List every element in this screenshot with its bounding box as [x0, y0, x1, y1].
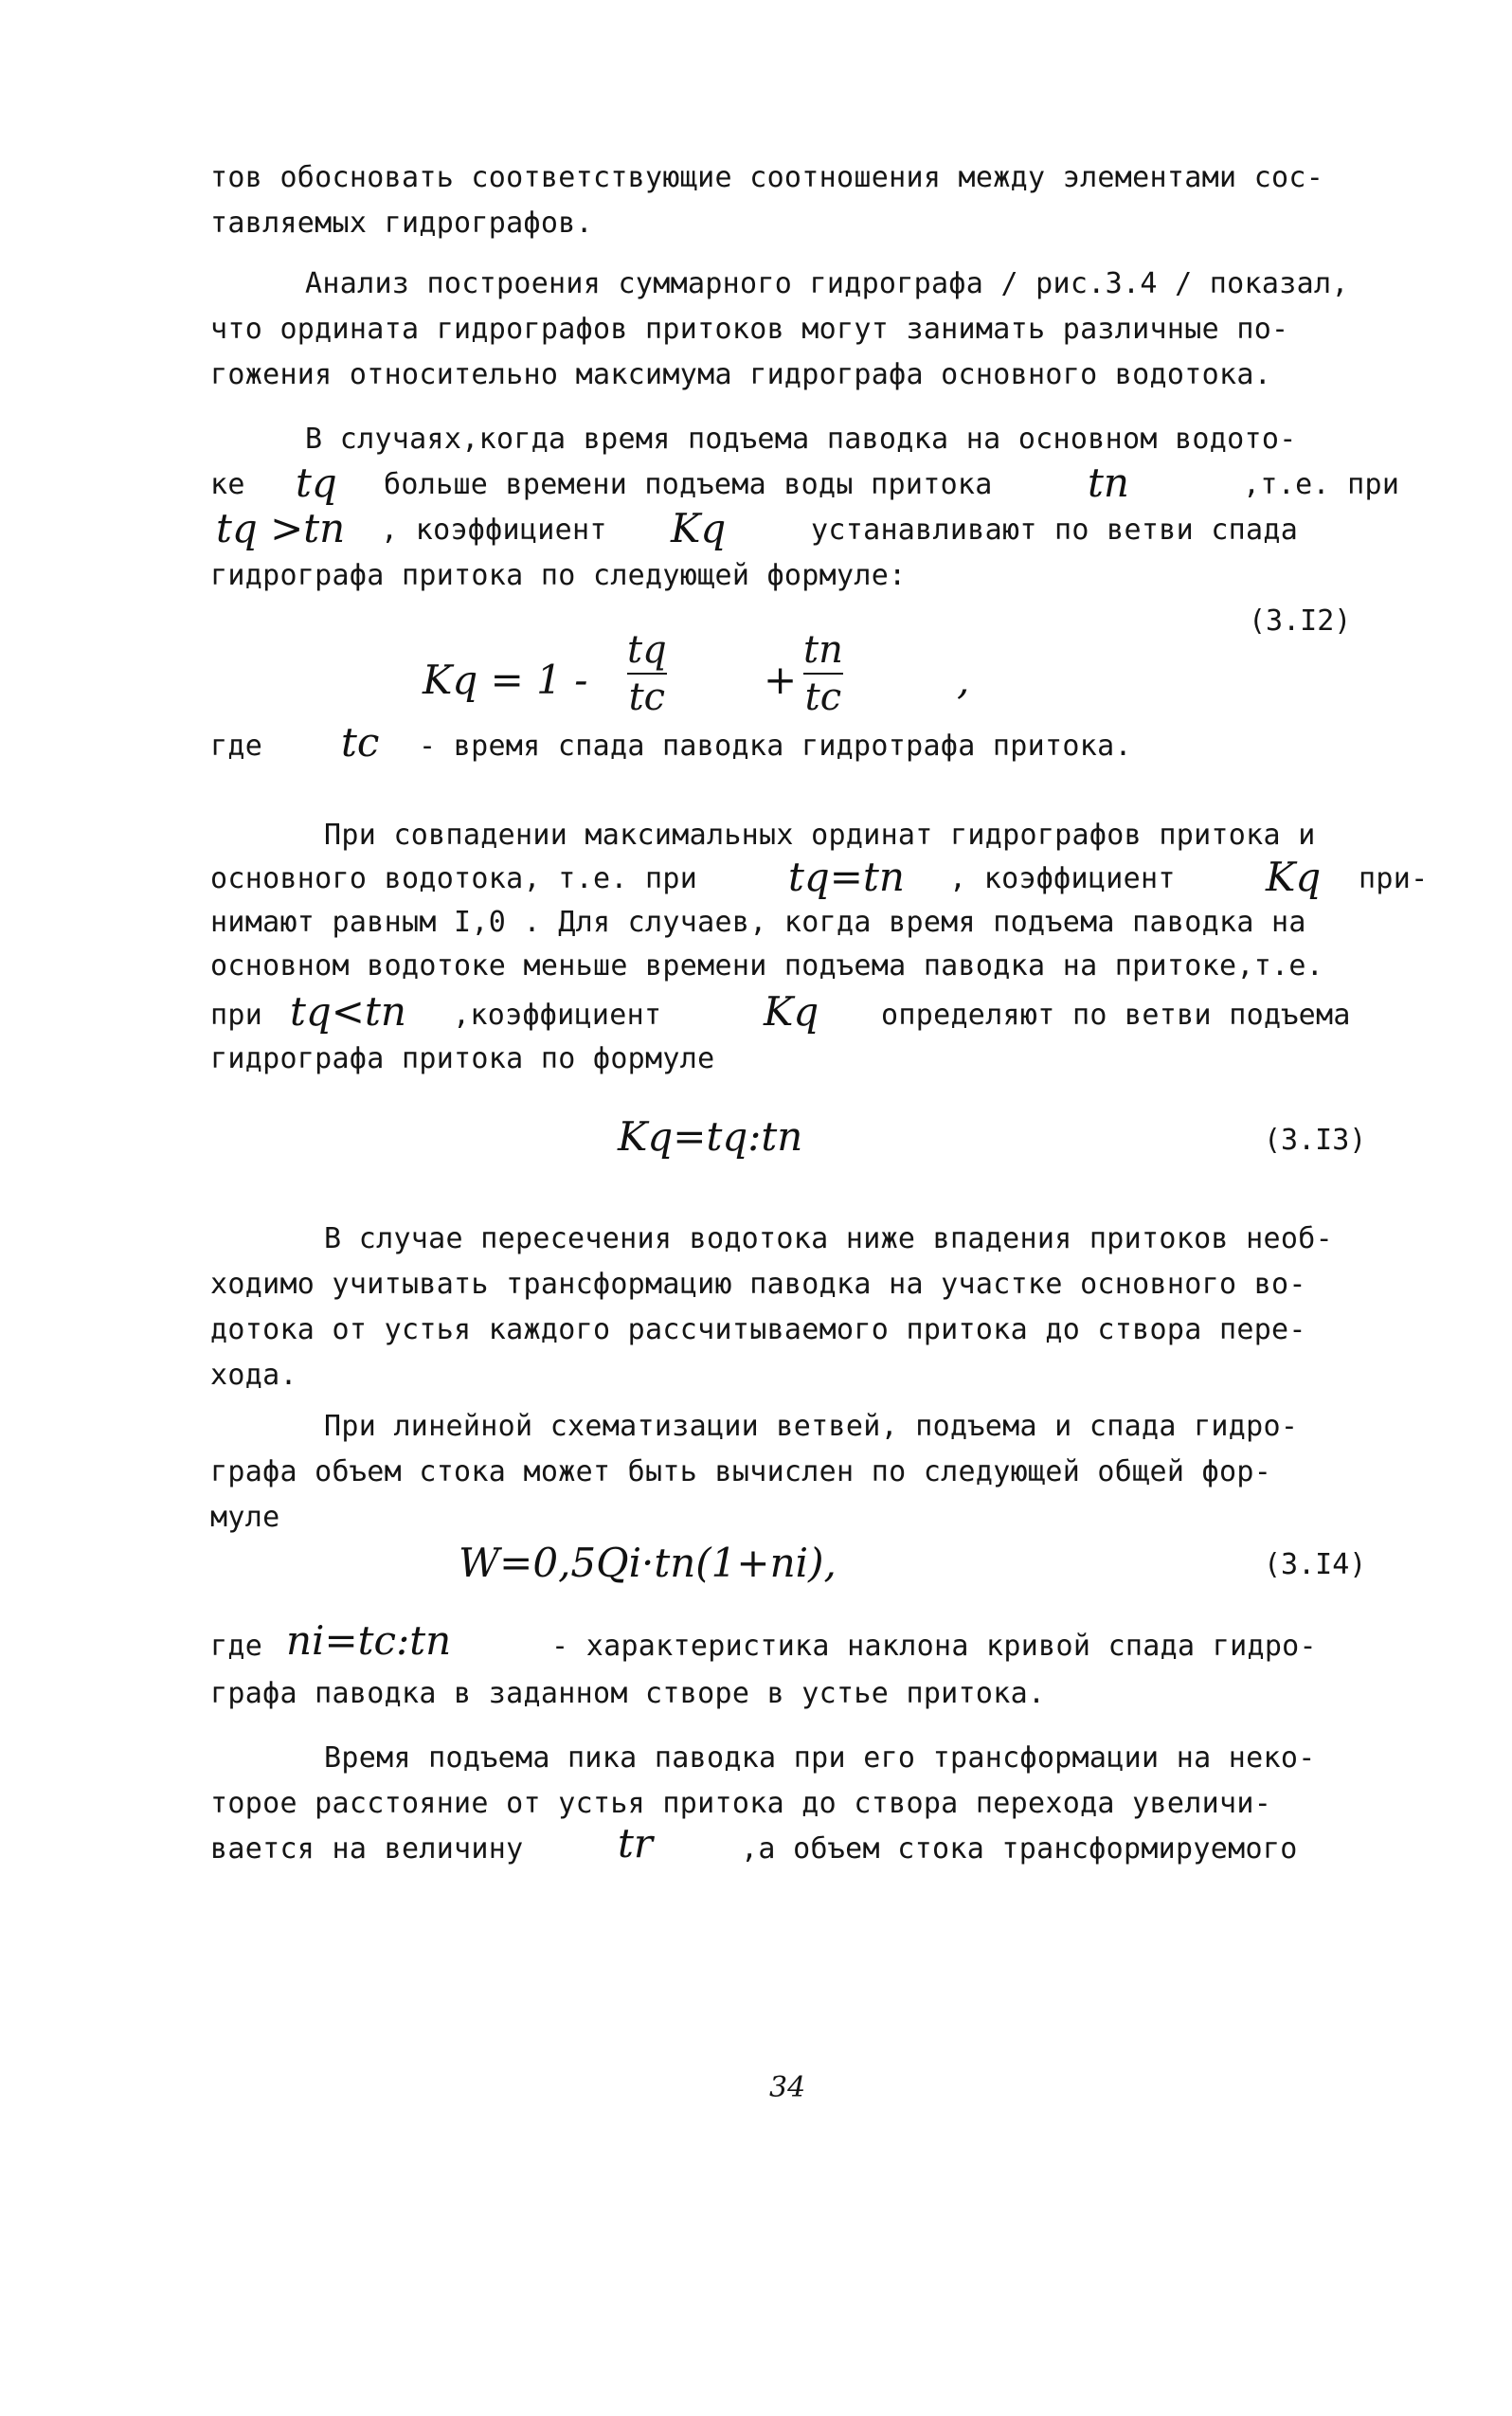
- paragraph-6-line-2: ходимо учитывать трансформацию паводка на участке основного во-: [210, 1268, 1306, 1301]
- fraction-2-bar: [803, 673, 843, 675]
- paragraph-6-line-4: хода.: [210, 1359, 297, 1392]
- paragraph-9-line-3b: ,а объем стока трансформируемого: [741, 1832, 1298, 1866]
- fraction-2-denominator: tc: [804, 676, 842, 719]
- equation-3-13-number: (3.I3): [1264, 1124, 1367, 1157]
- equation-3-12-plus: +: [764, 657, 798, 703]
- paragraph-3-line-3: , коэффициент: [381, 514, 607, 547]
- equation-3-14-formula: W=0,5Qi·tn(1+ni),: [459, 1540, 837, 1586]
- paragraph-5-line-2c: при-: [1359, 862, 1429, 895]
- paragraph-1-line-2: тавляемых гидрографов.: [210, 207, 593, 240]
- symbol-tn: tn: [1088, 460, 1129, 506]
- paragraph-6-line-3: дотока от устья каждого рассчитываемого притока до створа пере-: [210, 1313, 1306, 1346]
- paragraph-5-line-5a: при: [210, 999, 263, 1032]
- paragraph-3-line-2c: ,т.е. при: [1243, 468, 1400, 501]
- paragraph-7-line-1: При линейной схематизации ветвей, подъема и спада гидро-: [324, 1410, 1299, 1443]
- equation-3-14-number: (3.I4): [1264, 1548, 1367, 1581]
- paragraph-5-line-4: основном водотоке меньше времени подъема паводка на притоке,т.е.: [210, 949, 1324, 983]
- fraction-1-numerator: tq: [627, 628, 667, 672]
- equation-3-12-lhs: Kq = 1 -: [423, 657, 588, 703]
- paragraph-5-line-5b: ,коэффициент: [453, 999, 662, 1032]
- symbol-kq-2: Kq: [1266, 854, 1322, 900]
- equation-3-13-formula: Kq=tq:tn: [618, 1113, 803, 1160]
- paragraph-3-line-1: В случаях,когда время подъема паводка на основном водото-: [305, 423, 1297, 456]
- paragraph-1-line-1: тов обосновать соответствующие соотношения между элементами сос-: [210, 161, 1324, 194]
- symbol-tq: tq: [296, 460, 337, 506]
- fraction-2-numerator: tn: [803, 628, 843, 672]
- paragraph-7-line-2: графа объем стока может быть вычислен по следующей общей фор-: [210, 1455, 1272, 1488]
- paragraph-2-line-2: что ордината гидрографов притоков могут занимать различные по-: [210, 313, 1289, 346]
- equation-3-12-fraction-1: [627, 629, 667, 718]
- paragraph-6-line-1: В случае пересечения водотока ниже впадения притоков необ-: [324, 1222, 1333, 1255]
- symbol-tq-lt-tn: tq<tn: [290, 988, 406, 1035]
- paragraph-5-line-3: нимают равным I,0 . Для случаев, когда время подъема паводка на: [210, 906, 1306, 939]
- equation-3-12-comma: ,: [957, 657, 970, 703]
- symbol-tc: tc: [341, 719, 380, 766]
- symbol-kq: Kq: [671, 505, 727, 551]
- paragraph-8-line-1: - характеристика наклона кривой спада гидро-: [551, 1630, 1317, 1663]
- paragraph-3-line-3b: устанавливают по ветви спада: [811, 514, 1299, 547]
- paragraph-5-line-5c: определяют по ветви подъема: [881, 999, 1351, 1032]
- paragraph-5-line-2b: , коэффициент: [949, 862, 1176, 895]
- symbol-kq-3: Kq: [764, 988, 819, 1035]
- paragraph-9-line-1: Время подъема пика паводка при его трансформации на неко-: [324, 1741, 1316, 1775]
- paragraph-5-line-1: При совпадении максимальных ординат гидрографов притока и: [324, 819, 1316, 852]
- paragraph-3-line-2b: больше времени подъема воды притока: [384, 468, 993, 501]
- paragraph-4-where: где: [210, 730, 263, 763]
- symbol-ni-definition: ni=tc:tn: [286, 1617, 452, 1664]
- equation-3-12-number: (3.I2): [1249, 604, 1352, 638]
- paragraph-9-line-3a: вается на величину: [210, 1832, 524, 1866]
- symbol-tq-gt-tn: tq >tn: [216, 505, 346, 551]
- paragraph-3-line-2a: ке: [210, 468, 245, 501]
- equation-3-12-fraction-2: [803, 629, 843, 718]
- paragraph-5-line-2a: основного водотока, т.е. при: [210, 862, 698, 895]
- paragraph-8-line-2: графа паводка в заданном створе в устье притока.: [210, 1677, 1046, 1710]
- symbol-tq-eq-tn: tq=tn: [788, 854, 905, 900]
- symbol-tr: tr: [618, 1820, 653, 1866]
- paragraph-2-line-3: гожения относительно максимума гидрографа основного водотока.: [210, 358, 1272, 391]
- fraction-1-denominator: tc: [628, 676, 666, 719]
- paragraph-2-line-1: Анализ построения суммарного гидрографа / рис.3.4 / показал,: [305, 267, 1349, 300]
- paragraph-7-line-3: муле: [210, 1501, 280, 1534]
- paragraph-5-line-6: гидрографа притока по формуле: [210, 1042, 715, 1075]
- paragraph-3-line-4: гидрографа притока по следующей формуле:: [210, 559, 907, 592]
- paragraph-8-where: где: [210, 1630, 263, 1663]
- paragraph-4-text: - время спада паводка гидротрафа притока.: [419, 730, 1132, 763]
- fraction-1-bar: [627, 673, 667, 675]
- page-number: 34: [769, 2071, 806, 2104]
- paragraph-9-line-2: торое расстояние от устья притока до створа перехода увеличи-: [210, 1787, 1272, 1820]
